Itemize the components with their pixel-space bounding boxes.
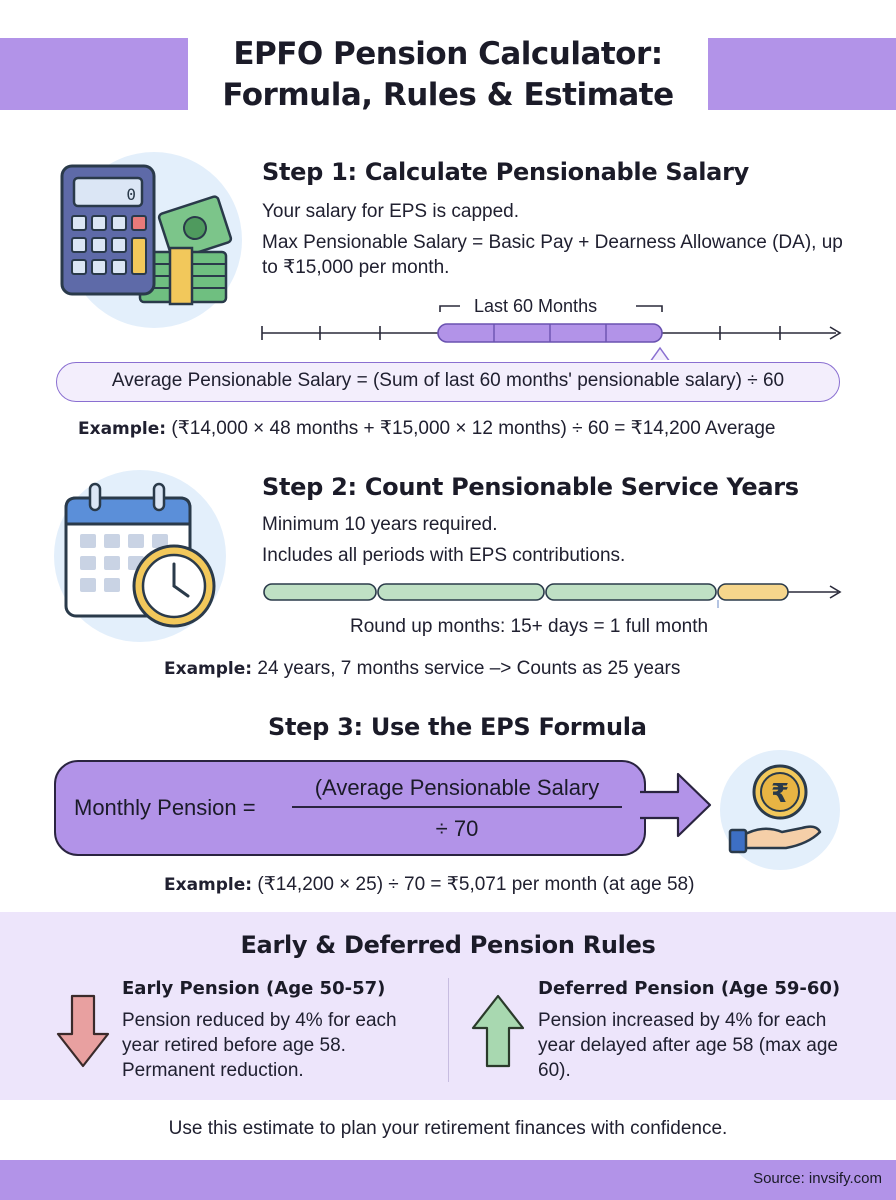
step2-line2: Includes all periods with EPS contributions. [262, 545, 626, 566]
step1-heading: Step 1: Calculate Pensionable Salary [262, 158, 749, 186]
step2-heading: Step 2: Count Pensionable Service Years [262, 473, 799, 501]
formula-numerator: (Average Pensionable Salary [314, 775, 600, 800]
formula-left-label: Monthly Pension = [74, 795, 256, 820]
page-title: EPFO Pension Calculator: Formula, Rules & Estimate [222, 36, 674, 113]
deferred-pension-text: Pension increased by 4% for each year delayed after age 58 (max age 60). [538, 1010, 838, 1081]
early-pension-text: Pension reduced by 4% for each year retired before age 58. Permanent reduction. [122, 1010, 397, 1081]
hand-coin-icon [722, 752, 838, 868]
step3-example: Example: (₹14,200 × 25) ÷ 70 = ₹5,071 per month (at age 58) [164, 874, 695, 895]
fraction-bar [292, 806, 622, 808]
svg-text:₹: ₹ [770, 779, 790, 809]
rounding-note: Round up months: 15+ days = 1 full month [350, 616, 709, 637]
step1-example: Example: (₹14,000 × 48 months + ₹15,000 × 12 months) ÷ 60 = ₹14,200 Average [78, 418, 776, 439]
timeline-label: Last 60 Months [468, 294, 603, 319]
arrow-down-icon [56, 994, 110, 1068]
average-formula-text: Average Pensionable Salary = (Sum of last 60 months' pensionable salary) ÷ 60 [111, 370, 785, 391]
step3-heading: Step 3: Use the EPS Formula [268, 713, 647, 741]
arrow-up-icon [470, 994, 526, 1068]
step1-line2: Max Pensionable Salary = Basic Pay + Dearness Allowance (DA), up to ₹15,000 per month. [262, 232, 843, 278]
formula-arrow-icon [640, 770, 714, 840]
deferred-pension-title: Deferred Pension (Age 59-60) [538, 978, 841, 999]
rules-heading: Early & Deferred Pension Rules [240, 931, 656, 959]
step1-line1: Your salary for EPS is capped. [262, 201, 519, 222]
step2-example: Example: 24 years, 7 months service –> Counts as 25 years [164, 658, 681, 679]
svg-text:0: 0 [126, 185, 136, 204]
calendar-clock-icon [56, 478, 236, 638]
step2-line1: Minimum 10 years required. [262, 514, 498, 535]
source-credit: Source: invsify.com [753, 1170, 882, 1187]
footer-line: Use this estimate to plan your retirement finances with confidence. [168, 1118, 728, 1139]
calculator-money-icon [52, 160, 252, 320]
formula-denominator: ÷ 70 [435, 816, 479, 841]
clock-icon [134, 546, 214, 626]
early-pension-title: Early Pension (Age 50-57) [122, 978, 386, 999]
calculator-icon [62, 166, 154, 294]
rules-divider [448, 978, 449, 1082]
service-years-bar [256, 578, 846, 608]
